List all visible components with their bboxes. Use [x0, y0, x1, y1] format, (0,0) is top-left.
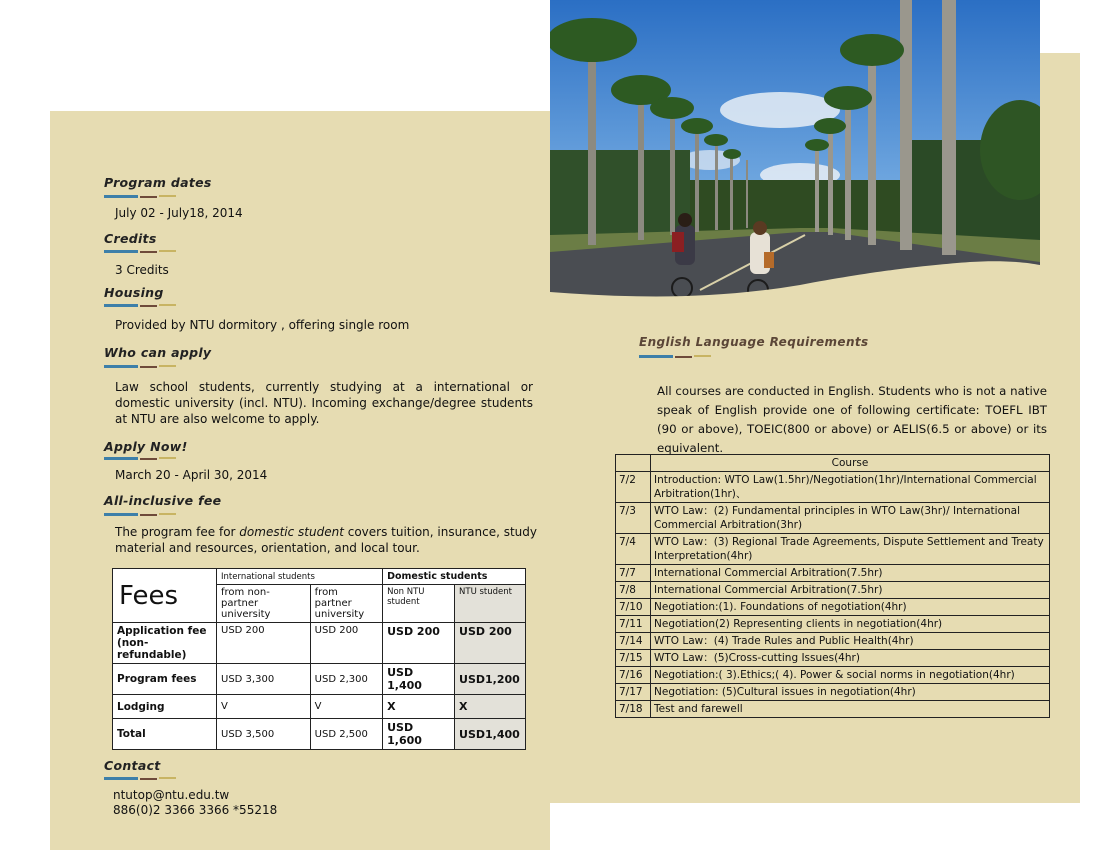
sub-header: Non NTU student	[383, 585, 455, 623]
table-row	[616, 503, 1050, 534]
heading-underline-bars	[104, 457, 176, 460]
english-requirements-heading: English Language Requirements	[639, 335, 869, 349]
course-date: 7/16	[616, 667, 651, 684]
fee-cell: USD 200	[455, 623, 526, 664]
course-date: 7/11	[616, 616, 651, 633]
fee-cell: X	[455, 695, 526, 719]
housing-text: Provided by NTU dormitory , offering single room	[115, 318, 410, 332]
fee-cell: V	[310, 695, 382, 719]
fee-cell: USD 2,300	[310, 664, 382, 695]
fees-table	[112, 568, 526, 750]
table-row	[616, 684, 1050, 701]
housing-heading: Housing	[104, 285, 164, 300]
fee-row-label: Total	[113, 719, 217, 750]
fee-row-label: Application fee (non-refundable)	[113, 623, 217, 664]
course-date: 7/10	[616, 599, 651, 616]
course-name: Negotiation:( 3).Ethics;( 4). Power & social norms in negotiation(4hr)	[651, 667, 1050, 684]
course-date: 7/7	[616, 565, 651, 582]
fee-cell: USD 3,500	[217, 719, 311, 750]
course-name: Negotiation(2) Representing clients in negotiation(4hr)	[651, 616, 1050, 633]
fee-text: The program fee for domestic student covers tuition, insurance, study material and resources, orientation, and local tour.	[115, 525, 537, 555]
table-row	[616, 633, 1050, 650]
table-row	[113, 695, 526, 719]
fee-row-label: Lodging	[113, 695, 217, 719]
fee-cell: V	[217, 695, 311, 719]
course-date: 7/17	[616, 684, 651, 701]
heading-underline-bars	[104, 513, 176, 516]
table-row	[616, 565, 1050, 582]
international-students-header: International students	[217, 569, 383, 585]
table-row	[616, 534, 1050, 565]
course-name: WTO Law：(3) Regional Trade Agreements, Dispute Settlement and Treaty Interpretation(4hr)	[651, 534, 1050, 565]
fee-cell: X	[383, 695, 455, 719]
table-row	[616, 701, 1050, 718]
table-row	[113, 719, 526, 750]
table-row	[616, 667, 1050, 684]
fee-cell: USD 1,600	[383, 719, 455, 750]
domestic-students-header: Domestic students	[383, 569, 526, 585]
fee-cell: USD 2,500	[310, 719, 382, 750]
credits-text: 3 Credits	[115, 263, 169, 277]
apply-now-text: March 20 - April 30, 2014	[115, 468, 268, 482]
course-name: International Commercial Arbitration(7.5hr)	[651, 565, 1050, 582]
course-date: 7/15	[616, 650, 651, 667]
fee-cell: USD 3,300	[217, 664, 311, 695]
fee-cell: USD1,200	[455, 664, 526, 695]
fee-row-label: Program fees	[113, 664, 217, 695]
english-requirements-text: All courses are conducted in English. Students who is not a native speak of English provide one of following certificate: TOEFL IBT (90 or above), TOEIC(800 or above) or AELIS(6.5 or above) or its equivalent.	[657, 384, 1047, 455]
course-date: 7/4	[616, 534, 651, 565]
course-date: 7/2	[616, 472, 651, 503]
table-row	[616, 616, 1050, 633]
table-row	[113, 664, 526, 695]
heading-underline-bars	[104, 195, 176, 198]
course-name: Test and farewell	[651, 701, 1050, 718]
table-row	[616, 472, 1050, 503]
contact-heading: Contact	[104, 758, 161, 773]
course-name: Negotiation: (5)Cultural issues in negotiation(4hr)	[651, 684, 1050, 701]
apply-now-heading: Apply Now!	[104, 439, 188, 454]
course-name: Introduction: WTO Law(1.5hr)/Negotiation(1hr)/International Commercial Arbitration(1hr)、	[651, 472, 1050, 503]
table-row	[616, 599, 1050, 616]
sub-header: from non-partner university	[217, 585, 311, 623]
sub-header: from partner university	[310, 585, 382, 623]
table-row	[113, 623, 526, 664]
course-name: Negotiation:(1). Foundations of negotiation(4hr)	[651, 599, 1050, 616]
contact-phone: 886(0)2 3366 3366 *55218	[113, 803, 278, 817]
credits-heading: Credits	[104, 231, 157, 246]
fee-cell: USD 200	[383, 623, 455, 664]
course-name: WTO Law：(4) Trade Rules and Public Health(4hr)	[651, 633, 1050, 650]
fee-heading: All-inclusive fee	[104, 493, 222, 508]
fee-cell: USD 200	[310, 623, 382, 664]
course-date: 7/8	[616, 582, 651, 599]
course-name: WTO Law：(2) Fundamental principles in WTO Law(3hr)/ International Commercial Arbitration(3hr)	[651, 503, 1050, 534]
heading-underline-bars	[104, 777, 176, 780]
heading-underline-bars	[104, 365, 176, 368]
course-date: 7/18	[616, 701, 651, 718]
course-header: Course	[651, 455, 1050, 472]
heading-underline-bars	[639, 355, 711, 358]
course-name: WTO Law：(5)Cross-cutting Issues(4hr)	[651, 650, 1050, 667]
fee-cell: USD 1,400	[383, 664, 455, 695]
heading-underline-bars	[104, 250, 176, 253]
program-dates-heading: Program dates	[104, 175, 212, 190]
contact-email[interactable]: ntutop@ntu.edu.tw	[113, 788, 230, 802]
table-row	[616, 582, 1050, 599]
who-can-apply-text: Law school students, currently studying at a international or domestic university (incl. NTU). Incoming exchange/degree students at NTU are also welcome to apply.	[115, 380, 533, 426]
course-date: 7/14	[616, 633, 651, 650]
table-row	[616, 650, 1050, 667]
course-schedule-table	[615, 454, 1050, 718]
heading-underline-bars	[104, 304, 176, 307]
sub-header: NTU student	[455, 585, 526, 623]
campus-palm-avenue-photo	[550, 0, 1040, 305]
course-name: International Commercial Arbitration(7.5hr)	[651, 582, 1050, 599]
course-date: 7/3	[616, 503, 651, 534]
who-can-apply-heading: Who can apply	[104, 345, 212, 360]
program-dates-text: July 02 - July18, 2014	[115, 206, 243, 220]
fee-cell: USD1,400	[455, 719, 526, 750]
fees-table-title: Fees	[113, 569, 217, 623]
fee-cell: USD 200	[217, 623, 311, 664]
date-header-cell	[616, 455, 651, 472]
